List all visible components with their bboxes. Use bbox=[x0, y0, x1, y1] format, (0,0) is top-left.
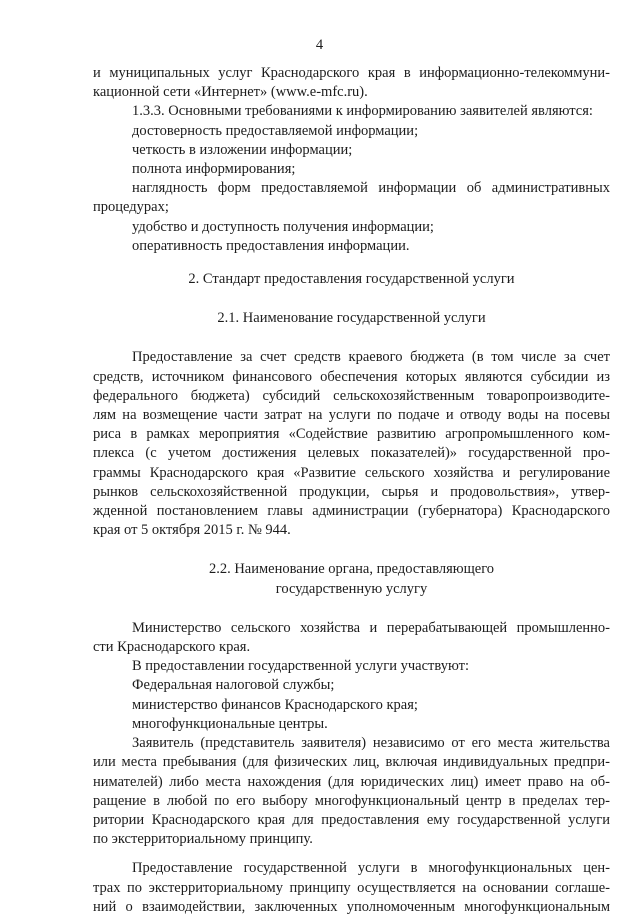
subsection-title: государственную услугу bbox=[275, 580, 428, 597]
paragraph-line: федерального бюджета) субсидий сельскохозяйственным товаропроизводите- bbox=[93, 387, 610, 404]
requirement-item: достоверность предоставляемой информации; bbox=[132, 122, 419, 139]
paragraph-line: по экстерриториальному принципу. bbox=[93, 831, 313, 848]
section-title: 2. Стандарт предоставления государственной услуги bbox=[188, 271, 515, 288]
paragraph-line: ращение в любой по его выбору многофункциональный центр в пределах тер- bbox=[93, 792, 610, 809]
paragraph-line: лям на возмещение части затрат на услуги по подаче и отводу воды на посевы bbox=[93, 407, 610, 424]
requirement-item: четкость в изложении информации; bbox=[132, 141, 353, 158]
subsection-title: 2.2. Наименование органа, предоставляющего bbox=[208, 561, 495, 578]
paragraph-line: ний о взаимодействии, заключенных уполномоченным многофункциональным bbox=[93, 898, 610, 915]
paragraph-line: или места пребывания (для физических лиц, включая индивидуальных предпри- bbox=[93, 754, 610, 771]
paragraph-line: Заявитель (представитель заявителя) независимо от его места жительства bbox=[132, 735, 610, 752]
subsection-title: 2.1. Наименование государственной услуги bbox=[217, 310, 486, 327]
paragraph-line: края от 5 октября 2015 г. № 944. bbox=[93, 522, 291, 539]
requirement-item: процедурах; bbox=[93, 199, 169, 216]
paragraph-line: сти Краснодарского края. bbox=[93, 639, 251, 656]
paragraph-line: средств, источником финансового обеспечения которых являются субсидии из bbox=[93, 368, 610, 385]
requirements-heading: 1.3.3. Основными требованиями к информированию заявителей являются: bbox=[132, 103, 593, 120]
paragraph-line: трах по экстерриториальному принципу осуществляется на основании соглаше- bbox=[93, 879, 610, 896]
requirement-item: удобство и доступность получения информации; bbox=[132, 218, 434, 235]
paragraph-line: Предоставление за счет средств краевого бюджета (в том числе за счет bbox=[132, 349, 610, 366]
intro-line: и муниципальных услуг Краснодарского края в информационно-телекоммуни- bbox=[93, 65, 610, 81]
paragraph-line: рынков сельскохозяйственной продукции, сырья и продовольствия», утвер- bbox=[93, 483, 610, 500]
participant-item: Федеральная налоговой службы; bbox=[132, 677, 335, 694]
intro-line: кационной сети «Интернет» (www.e-mfc.ru). bbox=[93, 84, 368, 101]
participants-intro: В предоставлении государственной услуги участвуют: bbox=[132, 658, 469, 675]
paragraph-line: граммы Краснодарского края «Развитие сельского хозяйства и регулирование bbox=[93, 464, 610, 481]
paragraph-line: жденной постановлением главы администрации (губернатора) Краснодарского bbox=[93, 503, 610, 520]
paragraph-line: ритории Краснодарского края для предоставления ему государственной услуги bbox=[93, 811, 610, 828]
paragraph-line: Министерство сельского хозяйства и перерабатывающей промышленно- bbox=[132, 619, 610, 636]
paragraph-line: плекса (с учетом достижения целевых показателей)» государственной про- bbox=[93, 445, 610, 462]
paragraph-line: нимателей) либо места нахождения (для юридических лиц) имеет право на об- bbox=[93, 773, 610, 790]
participant-item: многофункциональные центры. bbox=[132, 715, 328, 732]
document-body bbox=[93, 64, 610, 917]
paragraph-line: риса в рамках мероприятия «Содействие развитию агропромышленного ком- bbox=[93, 426, 610, 443]
participant-item: министерство финансов Краснодарского края; bbox=[132, 696, 418, 713]
paragraph-line: Предоставление государственной услуги в многофункциональных цен- bbox=[132, 860, 610, 877]
requirement-item: наглядность форм предоставляемой информации об административных bbox=[132, 180, 610, 197]
requirement-item: оперативность предоставления информации. bbox=[132, 237, 410, 254]
requirement-item: полнота информирования; bbox=[132, 161, 296, 178]
page-number: 4 bbox=[315, 37, 324, 53]
